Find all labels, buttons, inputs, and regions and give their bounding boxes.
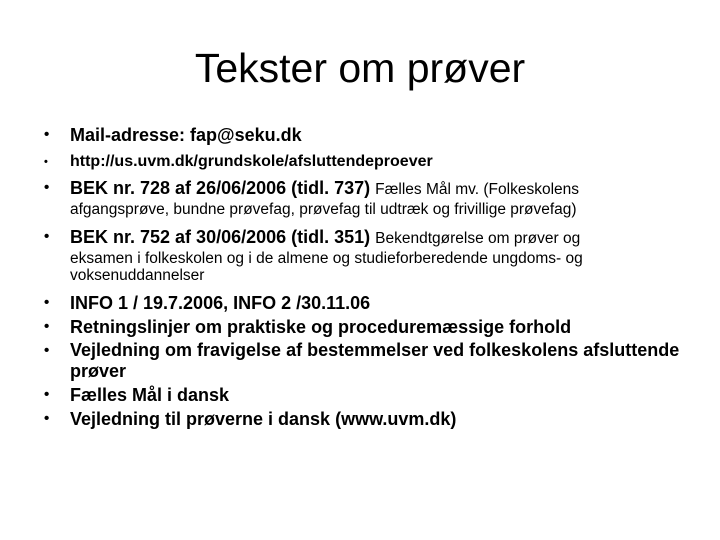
bullet-dot: • xyxy=(44,179,50,196)
bullet-dot: • xyxy=(44,294,50,311)
retningslinjer-text: Retningslinjer om praktiske og proceduremæssige forhold xyxy=(70,317,572,337)
mail-address-text: Mail-adresse: fap@seku.dk xyxy=(70,125,302,145)
list-item xyxy=(44,340,684,382)
list-item xyxy=(44,408,684,430)
list-item xyxy=(44,124,684,146)
list-item xyxy=(44,316,684,338)
bullet-dot: • xyxy=(44,126,50,143)
slide-title: Tekster om prøver xyxy=(194,45,526,91)
list-item xyxy=(44,226,684,284)
bek-728-lead: BEK nr. 728 af 26/06/2006 (tidl. 737) xyxy=(70,178,371,198)
info-text: INFO 1 / 19.7.2006, INFO 2 /30.11.06 xyxy=(70,293,371,313)
bullet-dot: • xyxy=(44,228,50,245)
bullet-dot: • xyxy=(44,386,50,403)
list-item xyxy=(44,384,684,406)
bek-728-continuation: afgangsprøve, bundne prøvefag, prøvefag til udtræk og frivillige prøvefag) xyxy=(70,201,577,218)
bek-752-lead: BEK nr. 752 af 30/06/2006 (tidl. 351) xyxy=(70,227,371,247)
bullet-dot: • xyxy=(44,410,50,427)
bek-752-continuation: eksamen i folkeskolen og i de almene og studieforberedende ungdoms- og voksenuddannelser xyxy=(70,250,583,284)
list-item xyxy=(44,177,684,218)
faelles-maal-text: Fælles Mål i dansk xyxy=(70,385,230,405)
list-item xyxy=(44,292,684,314)
bullet-list xyxy=(44,124,684,430)
bullet-dot: • xyxy=(44,318,50,335)
bek-728-tail: Fælles Mål mv. (Folkeskolens xyxy=(375,181,580,198)
vejledning-fravigelse-text: Vejledning om fravigelse af bestemmelser ved folkeskolens afsluttende prøver xyxy=(70,340,680,381)
bullet-dot: • xyxy=(44,156,48,168)
bek-752-tail: Bekendtgørelse om prøver og xyxy=(375,230,581,247)
uvm-link[interactable]: http://us.uvm.dk/grundskole/afsluttendeproever xyxy=(70,153,433,170)
vejledning-proever-text: Vejledning til prøverne i dansk (www.uvm.dk) xyxy=(70,409,457,429)
list-item xyxy=(44,152,684,172)
bullet-dot: • xyxy=(44,342,50,359)
